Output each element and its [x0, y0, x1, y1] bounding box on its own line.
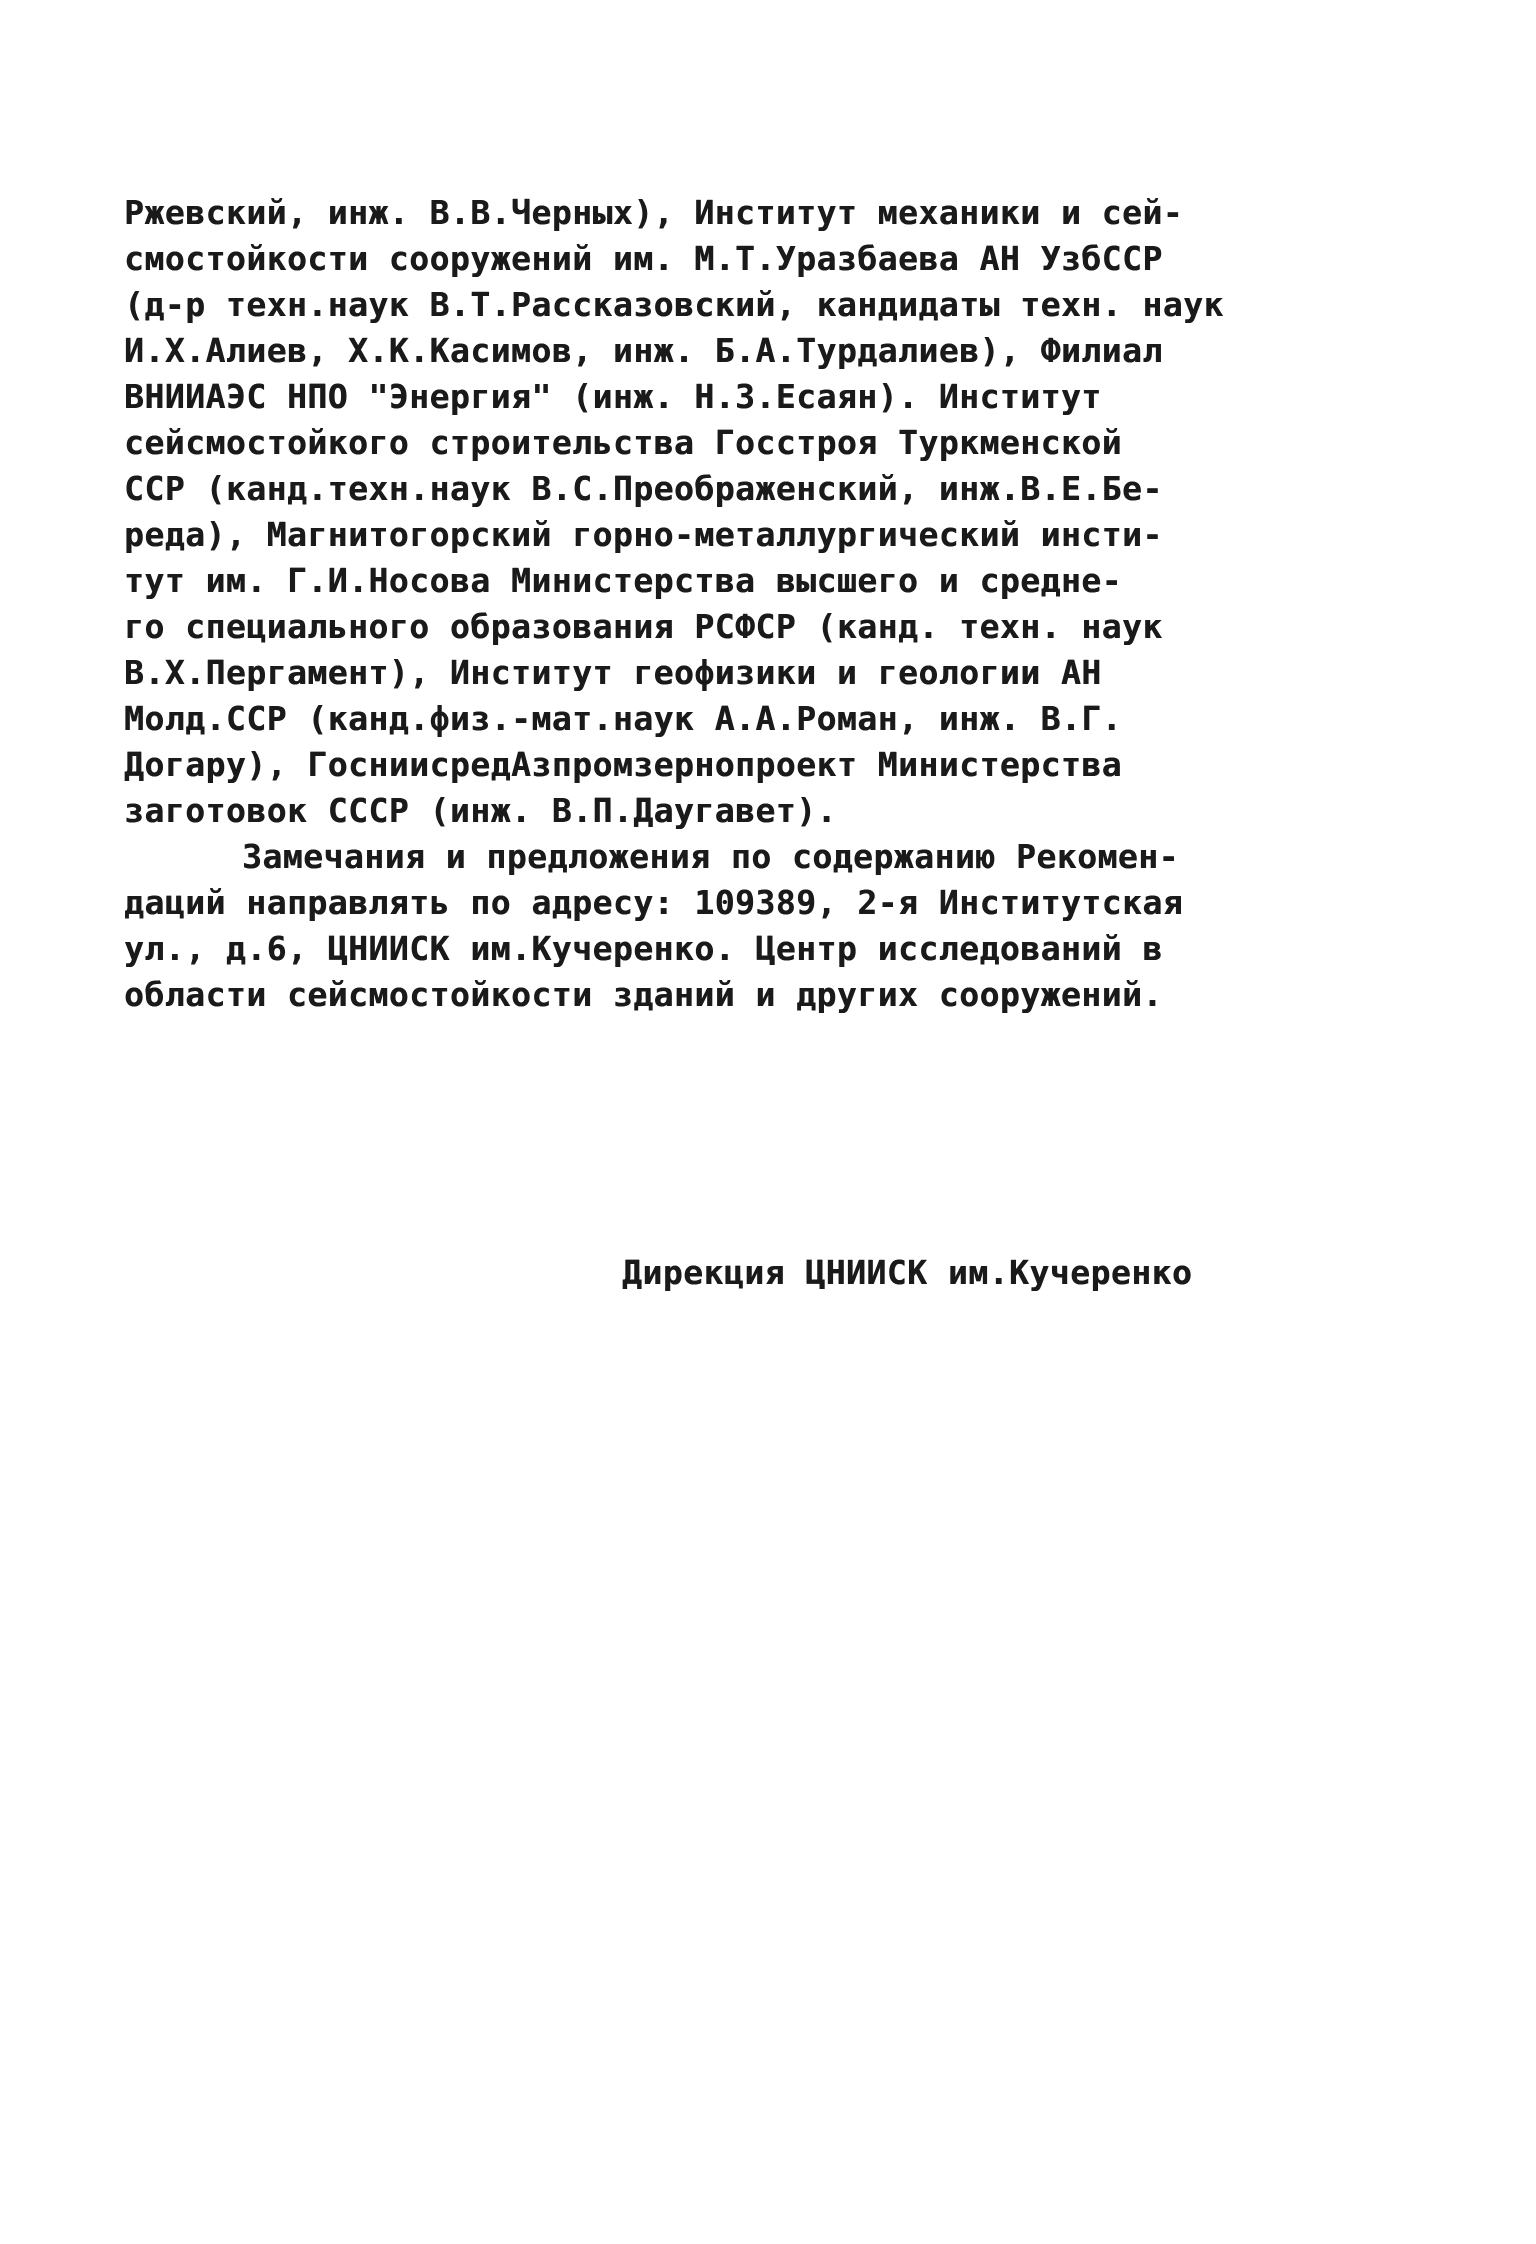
body-text	[124, 190, 1384, 1018]
text-line: (д-р техн.наук В.Т.Рассказовский, кандидаты техн. наук	[124, 285, 1224, 324]
text-line: Догару), ГоснииcредАзпромзернопроект Министерства	[124, 745, 1123, 784]
text-line: смостойкости сооружений им. М.Т.Уразбаева АН УзбССР	[124, 239, 1163, 278]
text-line: сейсмостойкого строительства Госстроя Туркменской	[124, 423, 1123, 462]
text-line: го специального образования РСФСР (канд. техн. наук	[124, 607, 1163, 646]
text-line: И.Х.Алиев, Х.К.Касимов, инж. Б.А.Турдалиев), Филиал	[124, 331, 1163, 370]
text-line: Молд.ССР (канд.физ.-мат.наук А.А.Роман, инж. В.Г.	[124, 699, 1123, 738]
signature-directorate: Дирекция ЦНИИСК им.Кучеренко	[622, 1253, 1193, 1292]
text-line: Замечания и предложения по содержанию Рекомен-	[242, 837, 1179, 876]
text-line: Ржевский, инж. В.В.Черных), Институт механики и сей-	[124, 193, 1184, 232]
paragraph-contributors	[124, 190, 1384, 834]
text-line: ВНИИАЭС НПО "Энергия" (инж. Н.З.Есаян). Институт	[124, 377, 1102, 416]
text-line: В.Х.Пергамент), Институт геофизики и геологии АН	[124, 653, 1102, 692]
paragraph-feedback-address	[124, 834, 1384, 1018]
text-line: ул., д.6, ЦНИИСК им.Кучеренко. Центр исследований в	[124, 929, 1163, 968]
text-line: ССР (канд.техн.наук В.С.Преображенский, инж.В.Е.Бе-	[124, 469, 1163, 508]
text-line: реда), Магнитогорский горно-металлургический инсти-	[124, 515, 1163, 554]
text-line: области сейсмостойкости зданий и других сооружений.	[124, 975, 1163, 1014]
text-line: даций направлять по адресу: 109389, 2-я Институтская	[124, 883, 1184, 922]
text-line: тут им. Г.И.Носова Министерства высшего и средне-	[124, 561, 1123, 600]
text-line: заготовок СССР (инж. В.П.Даугавет).	[124, 791, 837, 830]
